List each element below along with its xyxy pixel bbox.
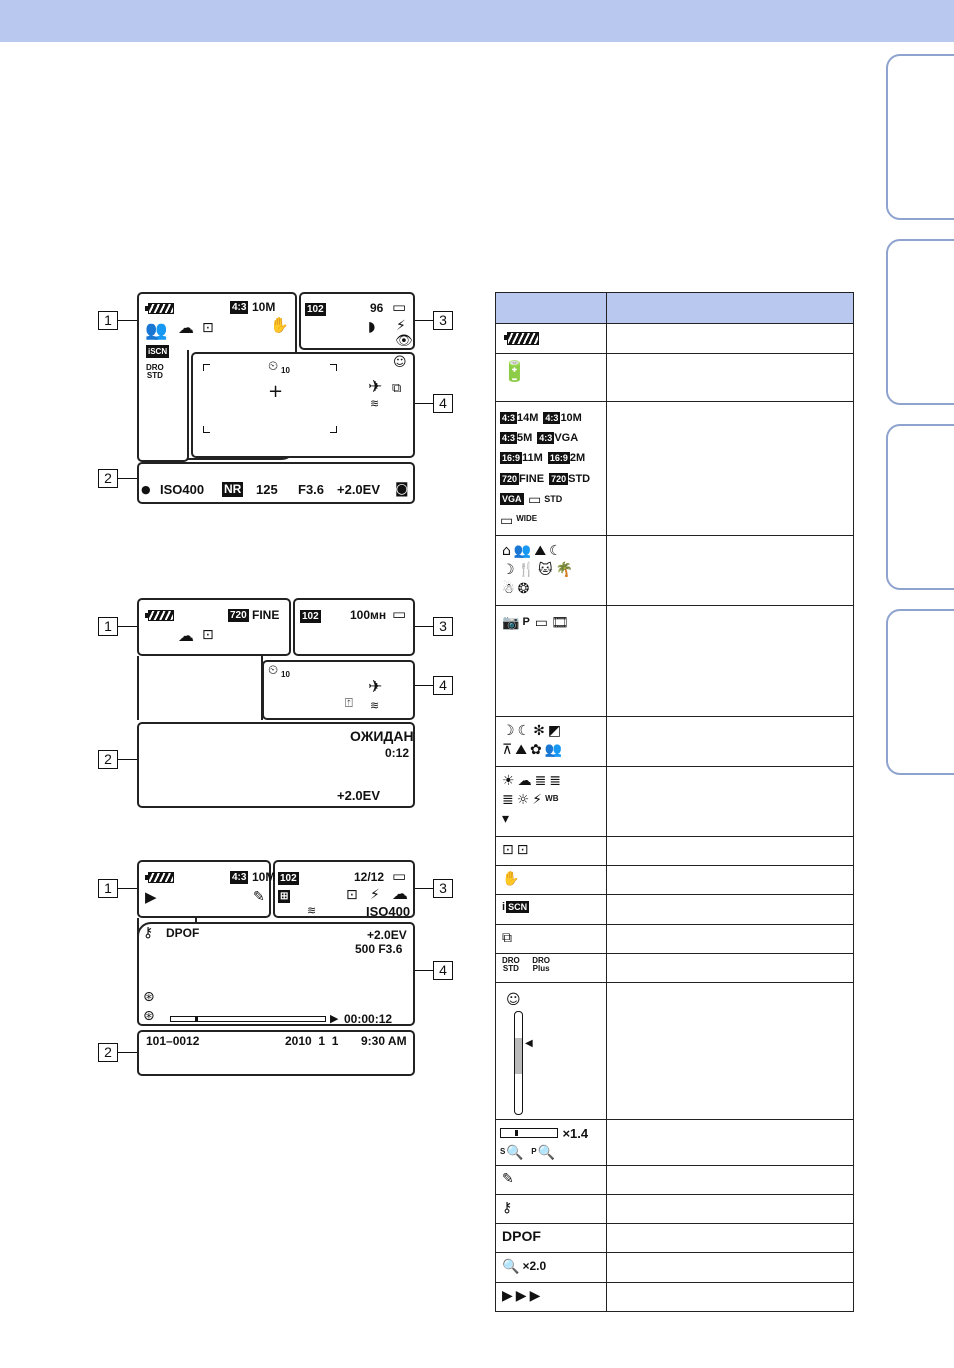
icon-cell — [496, 1253, 607, 1283]
landscape-icon: ⛰ — [515, 742, 528, 759]
memory-full-icon: ≋ — [307, 904, 317, 917]
iso-value: ISO400 — [366, 904, 411, 919]
table-row — [496, 1166, 854, 1195]
icon-cell — [496, 717, 607, 767]
icon-cell — [496, 895, 607, 925]
fireworks-icon: ❂ — [517, 581, 530, 598]
description-cell — [607, 354, 854, 402]
elapsed-time: 00:00:12 — [344, 1012, 393, 1026]
table-row — [496, 983, 854, 1120]
volume-icon: ⊛ — [143, 989, 155, 1005]
callout-label-2: 2 — [98, 1043, 118, 1062]
icon-cell — [496, 1166, 607, 1195]
spot-meter-icon: ⊡ — [516, 842, 529, 859]
description-cell — [607, 837, 854, 866]
icon-cell — [496, 402, 607, 536]
icon-cell — [496, 954, 607, 983]
smile-sensitivity-indicator — [502, 987, 600, 1115]
size-label: 2M — [569, 452, 586, 465]
af-frame-corner — [330, 426, 337, 433]
portrait-icon: 👥 — [513, 543, 532, 560]
side-tab-1[interactable] — [886, 54, 954, 220]
callout-label-3: 3 — [433, 311, 453, 330]
movie-record-mode-icon: ⍐ — [345, 696, 353, 711]
callout-line — [118, 1052, 138, 1053]
protect-key-icon: ⚷ — [143, 925, 154, 941]
playback-zoom-icon: 🔍 — [502, 1259, 520, 1276]
custom-wb-icon: ▾ — [502, 811, 510, 828]
scene-recognition-icon: SCN — [508, 902, 528, 913]
description-cell — [607, 1166, 854, 1195]
movie-720-icon: 720 — [502, 473, 518, 484]
table-row — [496, 925, 854, 954]
memory-card-icon: ▭ — [392, 605, 407, 623]
memory-full-icon: ≋ — [370, 397, 380, 410]
flash-wb-icon: ⚡ — [532, 792, 543, 809]
quality-label: STD — [568, 472, 591, 485]
spot-meter-icon: ⊡ — [202, 320, 214, 336]
aspect-4-3-icon: 4:3 — [502, 413, 516, 423]
smart-zoom-label: S — [500, 1147, 506, 1157]
battery-icon — [507, 332, 537, 346]
image-count: 12/12 — [354, 870, 385, 884]
icon-cell — [496, 983, 607, 1120]
playback-control-icon: ⊛ — [143, 1008, 155, 1024]
movie-size-icon: 720 — [230, 610, 247, 621]
callout-label-2: 2 — [98, 750, 118, 769]
icon-cell — [496, 1120, 607, 1166]
self-timer-icon: ⏲ — [268, 359, 279, 374]
red-eye-icon: 👁 — [395, 333, 413, 349]
cloudy-wb-icon: ☁ — [517, 773, 532, 790]
movie-vga-icon: VGA — [502, 493, 522, 504]
dpof-label: DPOF — [502, 1228, 541, 1245]
landscape-icon: ⛰ — [534, 543, 547, 560]
fluorescent-2-icon: ≣ — [549, 773, 562, 790]
aspect-4-3-icon: 4:3 — [502, 433, 516, 444]
smile-level-pointer-icon: ◀ — [525, 1038, 533, 1050]
description-cell — [607, 1253, 854, 1283]
recording-clock: 9:30 AM — [361, 1034, 407, 1048]
flash-mode-icon: ⚡ — [396, 318, 406, 334]
region-blank — [137, 656, 263, 720]
table-row — [496, 954, 854, 983]
icon-cell — [496, 536, 607, 606]
table-row — [496, 536, 854, 606]
icon-cell — [496, 837, 607, 866]
description-cell — [607, 895, 854, 925]
side-tab-4[interactable] — [886, 609, 954, 775]
table-row — [496, 1283, 854, 1312]
playback-mode-icon: ▶ — [145, 888, 157, 906]
description-cell — [607, 983, 854, 1120]
folder-icon: 102 — [302, 611, 319, 622]
file-number: 101–0012 — [146, 1034, 200, 1048]
icon-cell — [496, 1224, 607, 1253]
record-dot-icon: ● — [141, 483, 151, 496]
memory-card-icon: ▭ — [392, 867, 407, 885]
indicator-legend-table — [495, 292, 854, 1312]
table-row — [496, 1120, 854, 1166]
size-label: 11M — [522, 452, 543, 465]
shutter-speed: 125 — [256, 482, 278, 497]
callout-line — [415, 888, 433, 889]
smile-detection-icon: ☺ — [506, 992, 521, 1009]
aspect-4-3-icon: 4:3 — [539, 433, 553, 444]
callout-label-3: 3 — [433, 617, 453, 636]
recording-time: 0:12 — [385, 746, 410, 760]
callout-line — [118, 478, 138, 479]
dpof-label: DPOF — [166, 926, 200, 940]
callout-line — [118, 626, 138, 627]
size-label: 5M — [517, 432, 533, 445]
self-timer-sub: 10 — [281, 366, 290, 375]
status-standby: ОЖИДАН — [350, 728, 414, 744]
spot-meter-icon: ⊡ — [346, 887, 358, 903]
description-cell — [607, 866, 854, 895]
daylight-wb-icon: ☀ — [502, 773, 515, 790]
exposure-value: +2.0EV — [337, 788, 381, 803]
spot-metering-crosshair-icon: + — [268, 381, 284, 402]
aspect-badge: 4:3 — [232, 302, 247, 313]
noise-reduction-icon: NR — [224, 482, 242, 496]
table-row — [496, 866, 854, 895]
region-4-box — [191, 352, 415, 458]
playback-bar-marker — [195, 1017, 198, 1021]
zoom-scale-marker — [515, 1130, 518, 1136]
callout-label-4: 4 — [433, 394, 453, 413]
description-cell — [607, 1195, 854, 1224]
icon-cell — [496, 866, 607, 895]
table-row — [496, 354, 854, 402]
backlight-portrait-icon: ✻ — [533, 723, 545, 740]
panorama-icon: ▭ — [534, 615, 549, 632]
description-cell — [607, 717, 854, 767]
aspect-16-9-icon: 16:9 — [549, 453, 568, 464]
view-mode-folder-icon: ▶ — [515, 1288, 527, 1305]
description-cell — [607, 536, 854, 606]
twilight-icon: ☽ — [502, 562, 515, 579]
region-1-box — [137, 860, 271, 918]
icon-cell — [496, 324, 607, 354]
callout-label-1: 1 — [98, 311, 118, 330]
callout-label-3: 3 — [433, 879, 453, 898]
smile-shutter-icon: ☺ — [393, 355, 407, 370]
exposure-value: +2.0EV — [337, 482, 381, 497]
macro-icon: ✿ — [530, 742, 542, 759]
smile-sensitivity-scale — [514, 1011, 523, 1115]
playback-bar — [170, 1016, 326, 1022]
description-cell — [607, 324, 854, 354]
exposure-value: +2.0EV — [367, 928, 407, 942]
playback-zoom-ratio: ×2.0 — [522, 1258, 547, 1273]
af-frame-corner — [203, 364, 210, 371]
folder-icon: 102 — [280, 873, 297, 884]
twilight-icon: ☽ — [502, 723, 515, 740]
size-label: VGA — [554, 432, 579, 445]
battery-icon — [148, 872, 174, 883]
movie-mode-icon: 🎞 — [551, 615, 569, 632]
movie-720-icon: 720 — [551, 473, 567, 484]
gourmet-icon: 🍴 — [517, 562, 535, 579]
memory-full-icon: ≋ — [370, 699, 380, 712]
smile-scale-range — [515, 1038, 522, 1074]
callout-line — [118, 888, 138, 889]
description-cell — [607, 954, 854, 983]
fluorescent-3-icon: ≣ — [502, 792, 514, 809]
steadyshot-warning-icon: ✋ — [502, 871, 520, 888]
battery-warning-icon: 🔋 — [502, 359, 527, 383]
table-row — [496, 1224, 854, 1253]
edited-image-icon: ✎ — [502, 1171, 514, 1188]
play-icon: ▶ — [330, 1012, 339, 1025]
description-cell — [607, 606, 854, 717]
view-mode-date-icon: ▶ — [502, 1288, 513, 1305]
battery-icon — [148, 610, 174, 621]
i-label: i — [502, 901, 506, 914]
table-row — [496, 837, 854, 866]
callout-line — [415, 685, 433, 686]
description-cell — [607, 767, 854, 837]
icon-cell — [496, 354, 607, 402]
af-frame-corner — [203, 426, 210, 433]
histogram-icon: ◙ — [395, 481, 409, 497]
folder-icon: 102 — [307, 304, 324, 315]
image-size-label: 10M — [252, 300, 276, 314]
backlight-icon: ◩ — [547, 723, 562, 740]
table-row — [496, 1195, 854, 1224]
cloudy-wb-icon: ☁ — [178, 318, 194, 337]
description-cell — [607, 402, 854, 536]
multi-meter-icon: ⊡ — [202, 627, 214, 643]
cloudy-wb-icon: ☁ — [392, 884, 408, 903]
dro-std-icon: DRO STD — [146, 363, 164, 380]
dro-std-icon: DRO STD — [502, 956, 520, 974]
description-cell — [607, 1224, 854, 1253]
pet-icon: 🐱 — [538, 562, 553, 579]
burst-icon: ⧉ — [502, 930, 512, 947]
memory-card-icon: ▭ — [392, 298, 407, 316]
face-detection-icon: ✈ — [368, 677, 383, 697]
remaining-shots: 96 — [370, 301, 384, 315]
iso-value: ISO400 — [160, 482, 205, 497]
twilight-portrait-icon: ☾ — [517, 723, 531, 740]
table-row — [496, 606, 854, 717]
program-auto-label: P — [522, 615, 530, 628]
view-mode-movie-icon: ▶ — [529, 1288, 541, 1305]
dro-plus-icon: DRO Plus — [532, 956, 551, 974]
twilight-portrait-icon: ☾ — [549, 543, 562, 560]
burst-icon: ⧉ — [392, 381, 402, 396]
table-row — [496, 324, 854, 354]
scene-recognition-icon: iSCN — [148, 347, 168, 356]
battery-icon — [148, 303, 174, 314]
movie-wide-icon: ▭ — [527, 492, 542, 509]
edited-image-icon: ✎ — [253, 889, 265, 905]
callout-label-4: 4 — [433, 676, 453, 695]
table-row — [496, 895, 854, 925]
quality-label: STD — [544, 493, 563, 504]
high-sensitivity-icon: ⌂ — [502, 543, 511, 560]
table-row — [496, 402, 854, 536]
header-cell-display — [496, 293, 607, 324]
callout-line — [118, 759, 138, 760]
shutter-aperture: 500 F3.6 — [355, 942, 403, 956]
size-label: 10M — [560, 412, 582, 424]
zoom-ratio: ×1.4 — [562, 1125, 589, 1141]
cloudy-wb-icon: ☁ — [178, 626, 194, 645]
table-row — [496, 767, 854, 837]
zoom-scale-bar — [500, 1128, 558, 1138]
protect-key-icon: ⚷ — [502, 1200, 513, 1217]
callout-label-4: 4 — [433, 961, 453, 980]
callout-line — [118, 320, 138, 321]
description-cell — [607, 1283, 854, 1312]
smart-zoom-icon: 🔍 — [506, 1145, 524, 1162]
icon-cell — [496, 606, 607, 717]
beach-icon: 🌴 — [555, 562, 574, 579]
self-timer-icon: ⏲ — [268, 663, 279, 678]
af-frame-corner — [330, 364, 337, 371]
aspect-badge: 4:3 — [232, 872, 247, 883]
precision-zoom-icon: 🔍 — [537, 1145, 556, 1162]
description-cell — [607, 1120, 854, 1166]
aspect-4-3-icon: 4:3 — [545, 413, 559, 423]
callout-label-1: 1 — [98, 617, 118, 636]
incandescent-icon: ☼ — [516, 792, 530, 809]
region-4-box — [262, 660, 415, 720]
portrait-scene-icon: 👥 — [145, 320, 168, 341]
movie-wide-icon: ▭ — [500, 512, 514, 529]
icon-cell — [496, 925, 607, 954]
flash-mode-icon: ⚡ — [370, 887, 380, 903]
callout-line — [415, 626, 433, 627]
quality-label: FINE — [519, 472, 545, 485]
description-cell — [607, 925, 854, 954]
precision-zoom-label: P — [531, 1147, 537, 1157]
intelligent-auto-icon: 📷 — [502, 615, 520, 632]
callout-label-1: 1 — [98, 879, 118, 898]
callout-line — [415, 970, 433, 971]
callout-label-2: 2 — [98, 469, 118, 488]
steadyshot-warning-icon: ✋ — [270, 316, 289, 334]
wb-label: WB — [545, 794, 559, 804]
multi-meter-icon: ⊡ — [502, 842, 514, 859]
aperture-value: F3.6 — [298, 482, 325, 497]
table-row — [496, 1253, 854, 1283]
icon-cell — [496, 1195, 607, 1224]
movie-quality: FINE — [252, 608, 280, 622]
callout-line — [415, 320, 433, 321]
aspect-16-9-icon: 16:9 — [502, 453, 521, 464]
face-detection-icon: ✈ — [368, 377, 383, 397]
side-tab-2[interactable] — [886, 239, 954, 405]
size-label: 14M — [517, 412, 539, 424]
callout-line — [415, 403, 433, 404]
tripod-icon: ⊼ — [502, 742, 513, 759]
header-cell-description — [607, 293, 854, 324]
icon-cell — [496, 767, 607, 837]
database-icon: ⊞ — [280, 891, 289, 902]
portrait-icon: 👥 — [544, 742, 563, 759]
remaining-time: 100мн — [350, 608, 387, 622]
table-row — [496, 717, 854, 767]
icon-cell — [496, 1283, 607, 1312]
quality-label: WIDE — [516, 514, 538, 524]
side-tab-3[interactable] — [886, 424, 954, 590]
fluorescent-1-icon: ≣ — [534, 773, 547, 790]
self-timer-sub: 10 — [281, 670, 290, 679]
region-1-box — [137, 598, 291, 656]
recording-date: 2010 1 1 — [285, 1034, 339, 1048]
header-band — [0, 0, 954, 42]
af-illuminator-icon: ◗ — [368, 319, 376, 335]
table-header-row — [496, 293, 854, 324]
snow-icon: ☃ — [502, 581, 515, 598]
image-size-label: 10M — [252, 870, 276, 884]
